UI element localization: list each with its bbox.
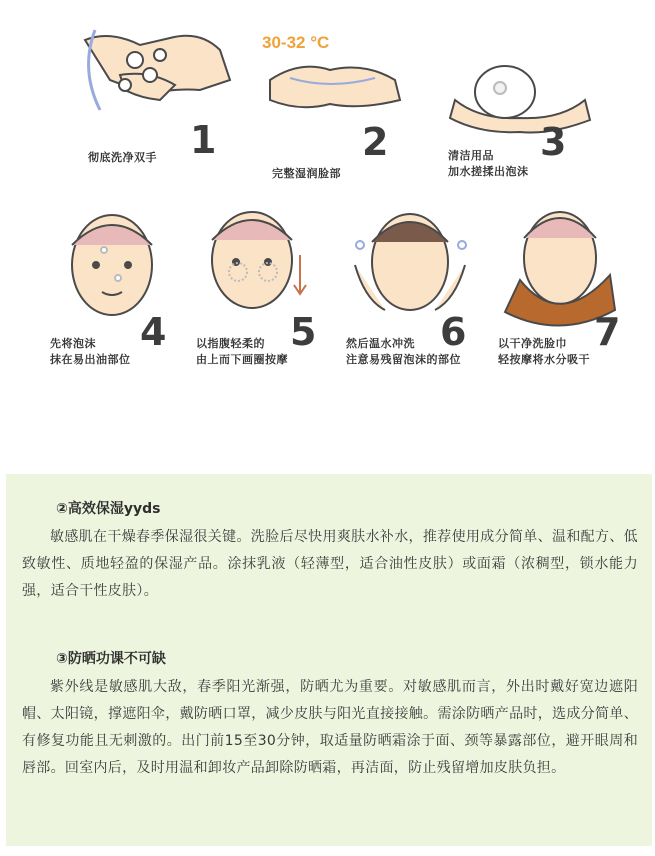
step7-face-image	[505, 212, 615, 326]
step2-caption: 完整湿润脸部	[272, 167, 341, 180]
step6-caption: 然后温水冲洗 注意易残留泡沫的部位	[346, 337, 461, 366]
step2-hands-image	[270, 67, 400, 108]
step6-number: 6	[440, 310, 467, 354]
step7-number: 7	[594, 310, 621, 354]
step3-foam-image	[450, 66, 590, 133]
section-sunscreen-body: 紫外线是敏感肌大敌，春季阳光渐强，防晒尤为重要。对敏感肌而言，外出时戴好宽边遮阳帽、太阳镜，撑遮阳伞，戴防晒口罩，减少皮肤与阳光直接接触。需涂防晒产品时，选成分简单、有修复功能且无刺激的。出门前15至30分钟，取适量防晒霜涂于面、颈等暴露部位，避开眼周和唇部。回室内后，及时用温和卸妆产品卸除防晒霜，再洁面，防止残留增加皮肤负担。	[22, 679, 638, 776]
step4-face-image	[72, 215, 152, 315]
section-moisturize-heading: ②高效保湿yyds	[56, 501, 161, 517]
step1-caption: 彻底洗净双手	[88, 151, 157, 164]
step3-number: 3	[540, 120, 567, 164]
step4-caption: 先将泡沫 抹在易出油部位	[50, 337, 131, 366]
section-sunscreen-heading: ③防晒功课不可缺	[56, 651, 166, 667]
step6-face-image	[355, 214, 466, 310]
step2-number: 2	[362, 120, 389, 164]
step5-face-image	[212, 212, 306, 308]
tips-panel	[6, 474, 652, 846]
step1-number: 1	[190, 118, 217, 162]
section-moisturize-body: 敏感肌在干燥春季保湿很关键。洗脸后尽快用爽肤水补水，推荐使用成分简单、温和配方、低致敏性、质地轻盈的保湿产品。涂抹乳液（轻薄型，适合油性皮肤）或面霜（浓稠型，锁水能力强，适合干性皮肤）。	[22, 529, 638, 599]
step5-caption: 以指腹轻柔的 由上而下画圈按摩	[196, 337, 288, 366]
step3-caption: 清洁用品 加水搓揉出泡沫	[448, 149, 529, 178]
step5-number: 5	[290, 310, 317, 354]
water-temperature: 30-32 °C	[262, 33, 330, 52]
step4-number: 4	[140, 310, 167, 354]
step7-caption: 以干净洗脸巾 轻按摩将水分吸干	[498, 337, 590, 366]
step1-hands-image	[85, 30, 230, 110]
